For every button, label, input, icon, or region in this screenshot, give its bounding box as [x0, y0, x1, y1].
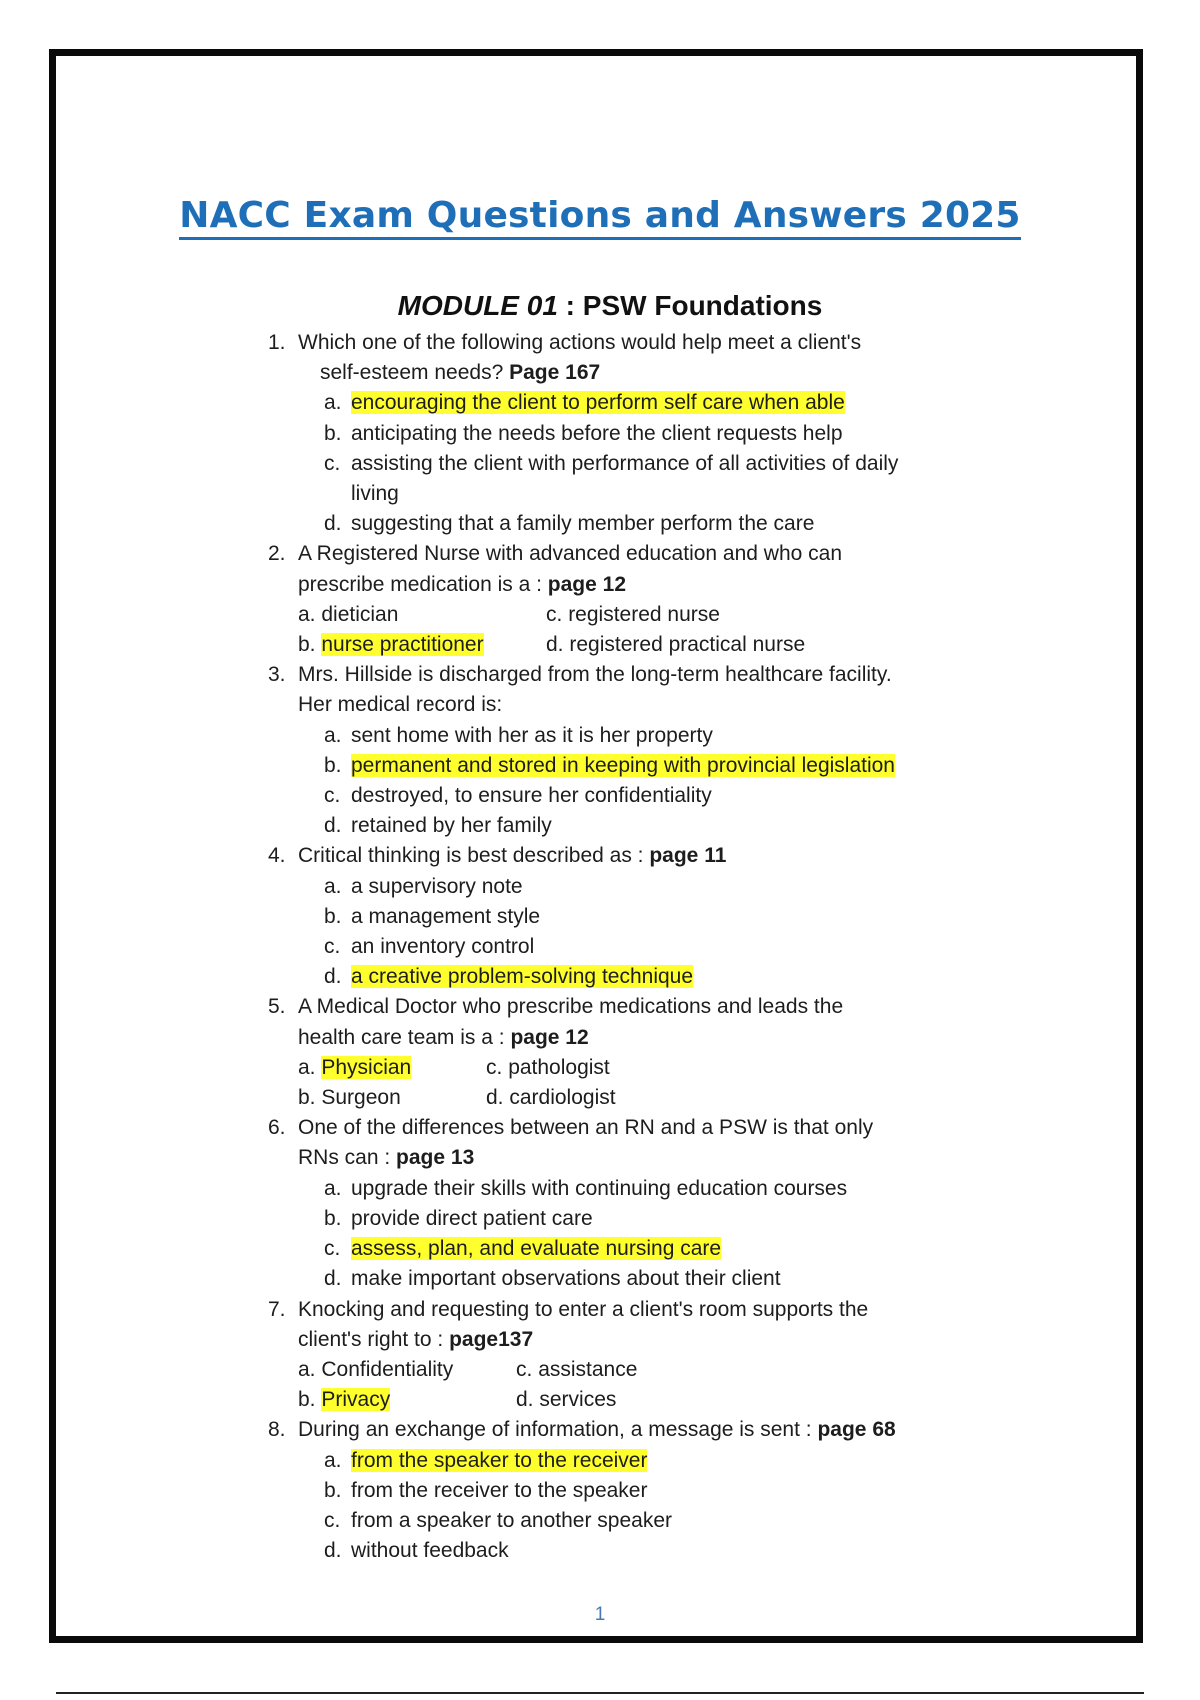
option-text: assisting the client with performance of all activities of daily	[351, 451, 899, 475]
question-number: 5.	[268, 995, 286, 1019]
question-number: 8.	[268, 1418, 286, 1442]
option-text: registered nurse	[568, 602, 720, 626]
module-name: PSW Foundations	[582, 290, 823, 321]
bottom-divider	[56, 1692, 1144, 1694]
option-letter: c.	[324, 1237, 341, 1261]
option-letter: c.	[324, 1508, 341, 1532]
question-text: self-esteem needs?	[320, 361, 504, 385]
option-text-correct: from the speaker to the receiver	[351, 1448, 648, 1472]
option-letter: d.	[546, 633, 564, 657]
option-6b[interactable]	[324, 1204, 968, 1234]
option-text: upgrade their skills with continuing education courses	[351, 1176, 848, 1200]
option-4d[interactable]	[324, 962, 968, 992]
option-letter: b.	[324, 1478, 342, 1502]
option-list	[268, 1446, 968, 1567]
option-letter: d.	[324, 965, 342, 989]
question-text: Critical thinking is best described as :	[298, 844, 644, 868]
question-number: 3.	[268, 663, 286, 687]
question-text-line	[298, 570, 968, 600]
option-text-correct: encouraging the client to perform self care when able	[351, 391, 845, 415]
option-1b[interactable]	[324, 419, 968, 449]
question-3	[268, 660, 968, 720]
option-text-correct: assess, plan, and evaluate nursing care	[351, 1237, 722, 1261]
question-5	[268, 992, 968, 1052]
option-letter: b.	[298, 633, 316, 657]
option-text-correct: nurse practitioner	[321, 633, 484, 657]
option-grid	[268, 1355, 968, 1415]
option-letter: b.	[324, 904, 342, 928]
option-text-correct: a creative problem-solving technique	[351, 965, 694, 989]
option-4c[interactable]	[324, 932, 968, 962]
option-letter: c.	[324, 784, 341, 808]
option-text: cardiologist	[509, 1086, 616, 1110]
question-text-line: One of the differences between an RN and a PSW is that only	[298, 1116, 874, 1140]
option-text: from a speaker to another speaker	[351, 1508, 673, 1532]
question-text-line: A Registered Nurse with advanced education and who can	[298, 542, 843, 566]
question-text-line	[298, 1325, 968, 1355]
option-8b[interactable]	[324, 1476, 968, 1506]
option-2d[interactable]	[543, 630, 968, 660]
option-list	[268, 388, 968, 539]
question-text: client's right to :	[298, 1327, 444, 1351]
option-2b[interactable]	[298, 630, 543, 660]
option-letter: a.	[298, 1055, 316, 1079]
option-5a[interactable]	[298, 1053, 483, 1083]
module-heading	[0, 290, 1200, 322]
option-text: services	[539, 1388, 617, 1412]
option-letter: a.	[298, 1357, 316, 1381]
question-8	[268, 1415, 968, 1445]
question-4	[268, 841, 968, 871]
option-list	[268, 872, 968, 993]
option-letter: b.	[324, 421, 342, 445]
option-text: make important observations about their client	[351, 1267, 781, 1291]
option-text: registered practical nurse	[569, 633, 806, 657]
question-6	[268, 1113, 968, 1173]
option-3b[interactable]	[324, 751, 968, 781]
option-text: without feedback	[351, 1539, 509, 1563]
question-7	[268, 1295, 968, 1355]
option-1a[interactable]	[324, 388, 968, 418]
option-letter: a.	[324, 874, 342, 898]
option-text: Confidentiality	[321, 1357, 454, 1381]
option-5c[interactable]	[483, 1053, 968, 1083]
option-text: destroyed, to ensure her confidentiality	[351, 784, 712, 808]
option-letter: d.	[324, 814, 342, 838]
option-6a[interactable]	[324, 1174, 968, 1204]
option-7a[interactable]	[298, 1355, 513, 1385]
option-8a[interactable]	[324, 1446, 968, 1476]
option-letter: d.	[324, 1539, 342, 1563]
option-6c[interactable]	[324, 1234, 968, 1264]
option-text-correct: Privacy	[321, 1388, 391, 1412]
module-separator: :	[557, 290, 583, 321]
option-3c[interactable]	[324, 781, 968, 811]
question-text-line: A Medical Doctor who prescribe medications and leads the	[298, 995, 844, 1019]
option-text: dietician	[321, 602, 399, 626]
option-letter: d.	[324, 512, 342, 536]
option-2a[interactable]	[298, 600, 543, 630]
option-letter: b.	[324, 753, 342, 777]
page-reference: page 13	[396, 1146, 475, 1170]
option-8d[interactable]	[324, 1536, 968, 1566]
question-number: 4.	[268, 844, 286, 868]
question-number: 1.	[268, 331, 286, 354]
option-grid	[268, 600, 968, 660]
question-text: During an exchange of information, a message is sent :	[298, 1418, 812, 1442]
option-letter: b.	[298, 1388, 316, 1412]
option-letter: a.	[324, 723, 342, 747]
option-letter: d.	[486, 1086, 504, 1110]
question-text-line	[298, 358, 968, 388]
option-letter: a.	[324, 391, 342, 415]
option-text: from the receiver to the speaker	[351, 1478, 648, 1502]
option-letter: c.	[486, 1055, 503, 1079]
option-7b[interactable]	[298, 1385, 513, 1415]
option-text: a supervisory note	[351, 874, 523, 898]
option-text: Surgeon	[321, 1086, 401, 1110]
question-list	[268, 328, 968, 1566]
option-3d[interactable]	[324, 811, 968, 841]
option-text-correct: Physician	[321, 1055, 412, 1079]
option-letter: a.	[298, 602, 316, 626]
page-number: 1	[594, 1604, 606, 1625]
question-2	[268, 539, 968, 599]
option-letter: d.	[324, 1267, 342, 1291]
option-text: assistance	[538, 1357, 638, 1381]
option-list	[268, 721, 968, 842]
question-number: 7.	[268, 1297, 286, 1321]
option-text: pathologist	[508, 1055, 610, 1079]
question-text-line	[298, 1143, 968, 1173]
option-text-correct: permanent and stored in keeping with provincial legislation	[351, 753, 895, 777]
option-letter: c.	[516, 1357, 533, 1381]
document-title	[0, 195, 1200, 236]
option-text: an inventory control	[351, 935, 535, 959]
option-letter: c.	[324, 451, 341, 475]
option-3a[interactable]	[324, 721, 968, 751]
option-letter: c.	[546, 602, 563, 626]
option-4a[interactable]	[324, 872, 968, 902]
question-text-line: Her medical record is:	[298, 693, 503, 717]
page-reference: page 12	[510, 1025, 589, 1049]
option-text: provide direct patient care	[351, 1206, 593, 1230]
option-letter: d.	[516, 1388, 534, 1412]
question-text-line	[298, 1415, 968, 1445]
option-8c[interactable]	[324, 1506, 968, 1536]
question-number: 6.	[268, 1116, 286, 1140]
question-1	[268, 328, 968, 388]
option-5d[interactable]	[483, 1083, 968, 1113]
option-grid	[268, 1053, 968, 1113]
question-text: health care team is a :	[298, 1025, 505, 1049]
option-1c[interactable]	[324, 449, 968, 509]
option-list	[268, 1174, 968, 1295]
question-number: 2.	[268, 542, 286, 566]
question-text-line	[298, 841, 968, 871]
page-reference: page 12	[547, 572, 627, 596]
question-text-line: Which one of the following actions would help meet a client's	[298, 331, 862, 354]
option-text: retained by her family	[351, 814, 552, 838]
option-6d[interactable]	[324, 1264, 968, 1294]
option-letter: b.	[324, 1206, 342, 1230]
option-text: sent home with her as it is her property	[351, 723, 713, 747]
page-reference: page137	[449, 1327, 534, 1351]
option-text: suggesting that a family member perform the care	[351, 512, 815, 536]
option-1d[interactable]	[324, 509, 968, 539]
page-reference: Page 167	[509, 361, 601, 385]
question-text: RNs can :	[298, 1146, 391, 1170]
module-label: MODULE 01	[397, 290, 558, 321]
document-title-text: NACC Exam Questions and Answers 2025	[179, 195, 1020, 240]
option-7d[interactable]	[513, 1385, 968, 1415]
question-text-line: Knocking and requesting to enter a client's room supports the	[298, 1297, 869, 1321]
question-text-line	[298, 1023, 968, 1053]
option-letter: c.	[324, 935, 341, 959]
option-letter: a.	[324, 1448, 342, 1472]
question-text: prescribe medication is a :	[298, 572, 542, 596]
option-letter: a.	[324, 1176, 342, 1200]
option-letter: b.	[298, 1086, 316, 1110]
option-text: anticipating the needs before the client requests help	[351, 421, 843, 445]
option-7c[interactable]	[513, 1355, 968, 1385]
option-text-continued: living	[351, 482, 399, 506]
option-4b[interactable]	[324, 902, 968, 932]
option-2c[interactable]	[543, 600, 968, 630]
option-5b[interactable]	[298, 1083, 483, 1113]
question-text-line: Mrs. Hillside is discharged from the long-term healthcare facility.	[298, 663, 892, 687]
page-reference: page 68	[817, 1418, 896, 1442]
page-reference: page 11	[649, 844, 727, 868]
option-text: a management style	[351, 904, 541, 928]
